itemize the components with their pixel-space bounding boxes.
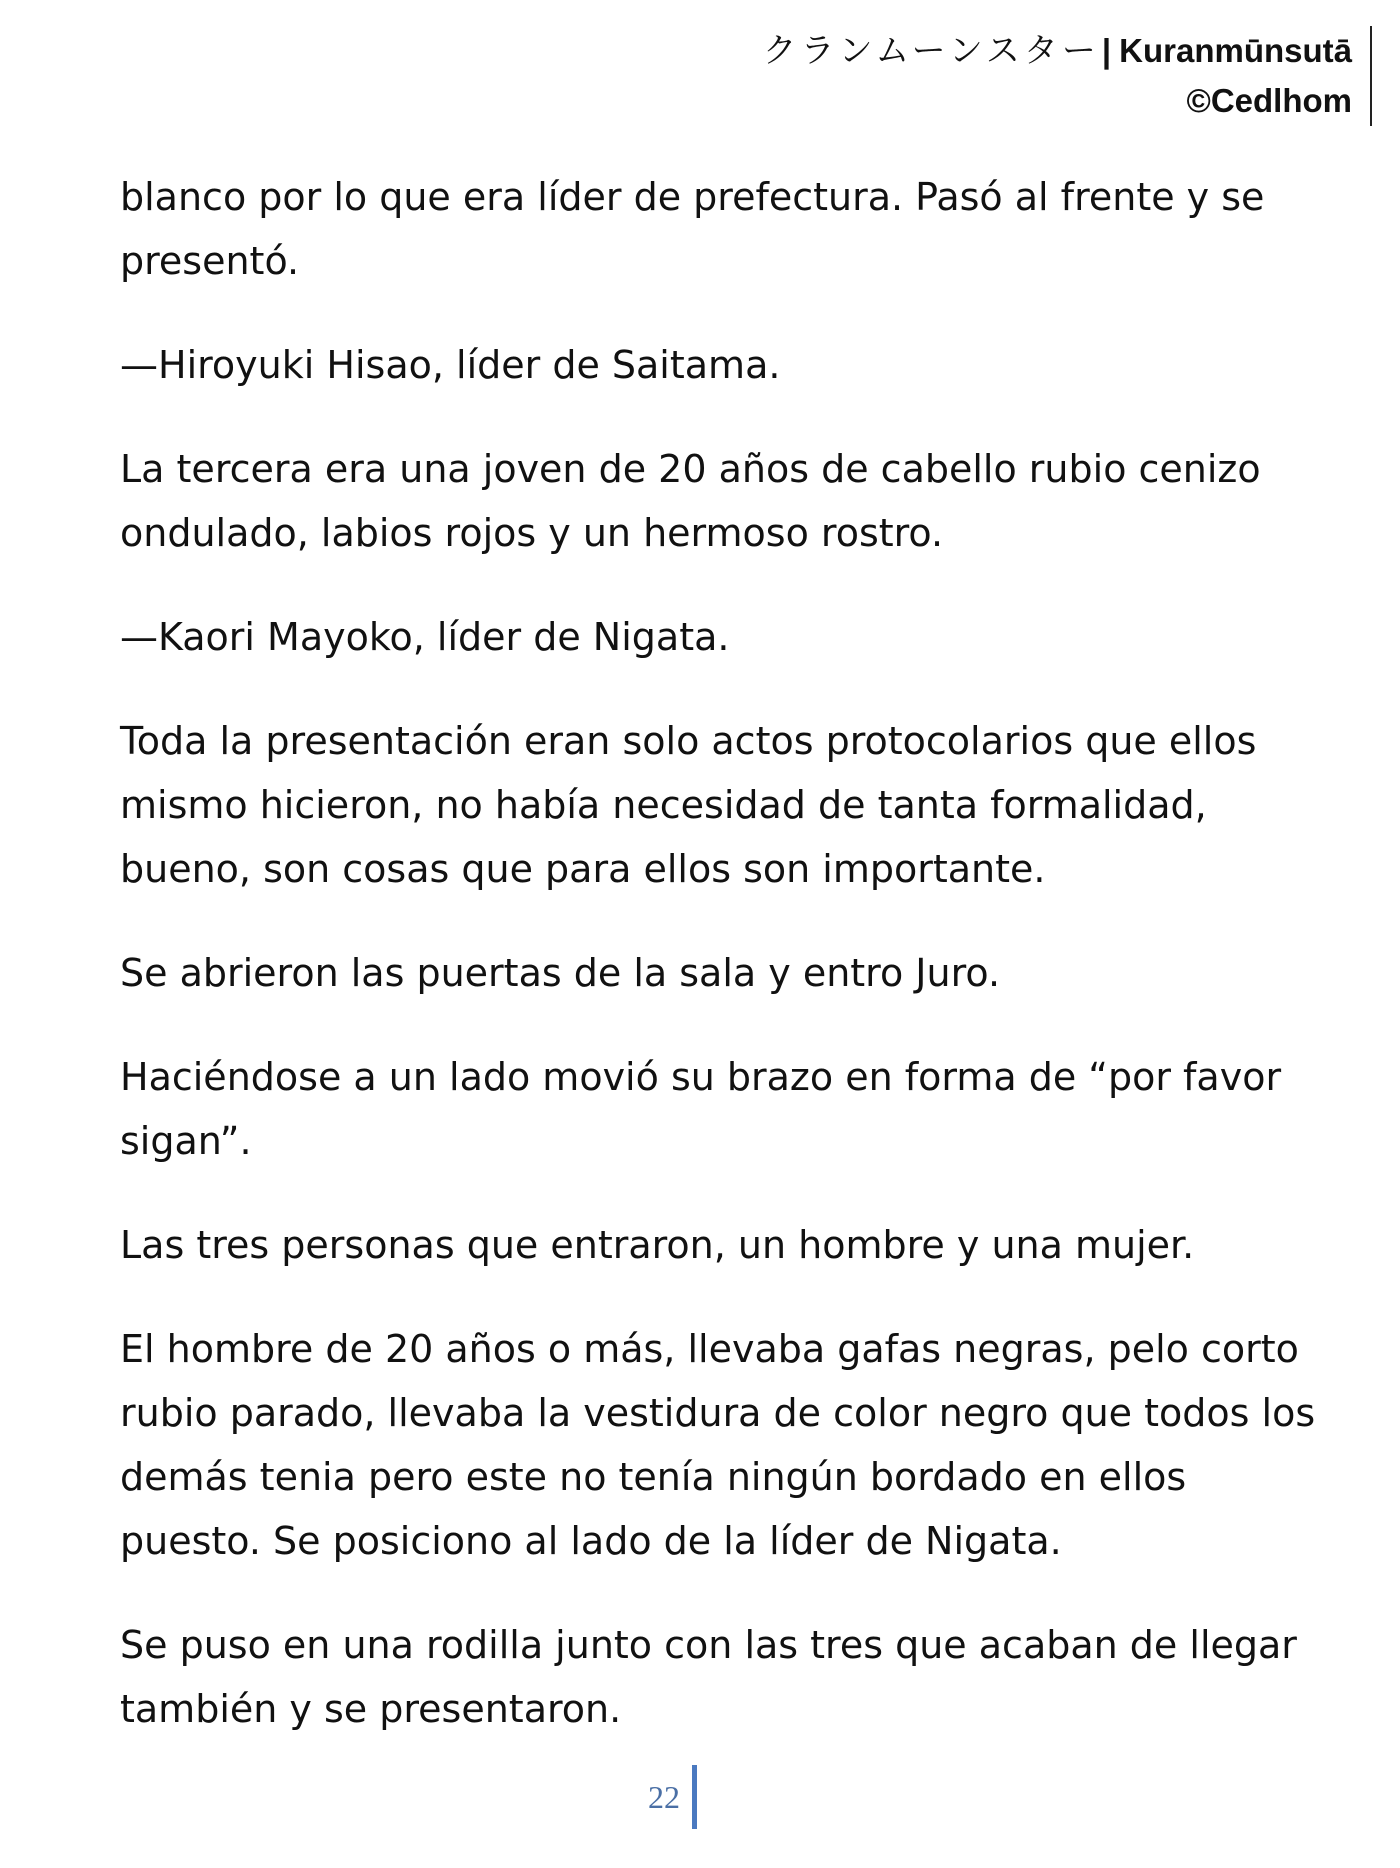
paragraph: La tercera era una joven de 20 años de cabello rubio cenizo ondulado, labios rojos y un hermoso rostro. (120, 447, 1261, 555)
paragraph: Se puso en una rodilla junto con las tres que acaban de llegar también y se presentaron. (120, 1623, 1297, 1731)
paragraph: Las tres personas que entraron, un hombre y una mujer. (120, 1223, 1195, 1267)
header-title-line (763, 26, 1352, 76)
header-title-romaji: Kuranmūnsutā (1119, 32, 1352, 69)
paragraph: Toda la presentación eran solo actos protocolarios que ellos mismo hicieron, no había necesidad de tanta formalidad, bueno, son cosas que para ellos son importante. (120, 719, 1257, 891)
paragraph: —Hiroyuki Hisao, líder de Saitama. (120, 343, 781, 387)
header-title-japanese: クランムーンスター (762, 31, 1100, 71)
paragraph: blanco por lo que era líder de prefectura. Pasó al frente y se presentó. (120, 175, 1265, 283)
header-copyright: ©Cedlhom (1186, 82, 1352, 119)
page-header (763, 26, 1372, 126)
paragraph: —Kaori Mayoko, líder de Nigata. (120, 615, 730, 659)
header-separator: | (1101, 32, 1112, 69)
page-number-bar (692, 1765, 697, 1829)
paragraph: El hombre de 20 años o más, llevaba gafas negras, pelo corto rubio parado, llevaba la vestidura de color negro que todos los demás tenia pero este no tenía ningún bordado en ellos puesto. Se posiciono al lado de la líder de Nigata. (120, 1327, 1316, 1563)
paragraph: Se abrieron las puertas de la sala y entro Juro. (120, 951, 1001, 995)
page-number: 22 (648, 1778, 680, 1815)
page-body (120, 165, 1320, 1781)
page-footer (648, 1765, 697, 1829)
paragraph: Haciéndose a un lado movió su brazo en forma de “por favor sigan”. (120, 1055, 1282, 1163)
